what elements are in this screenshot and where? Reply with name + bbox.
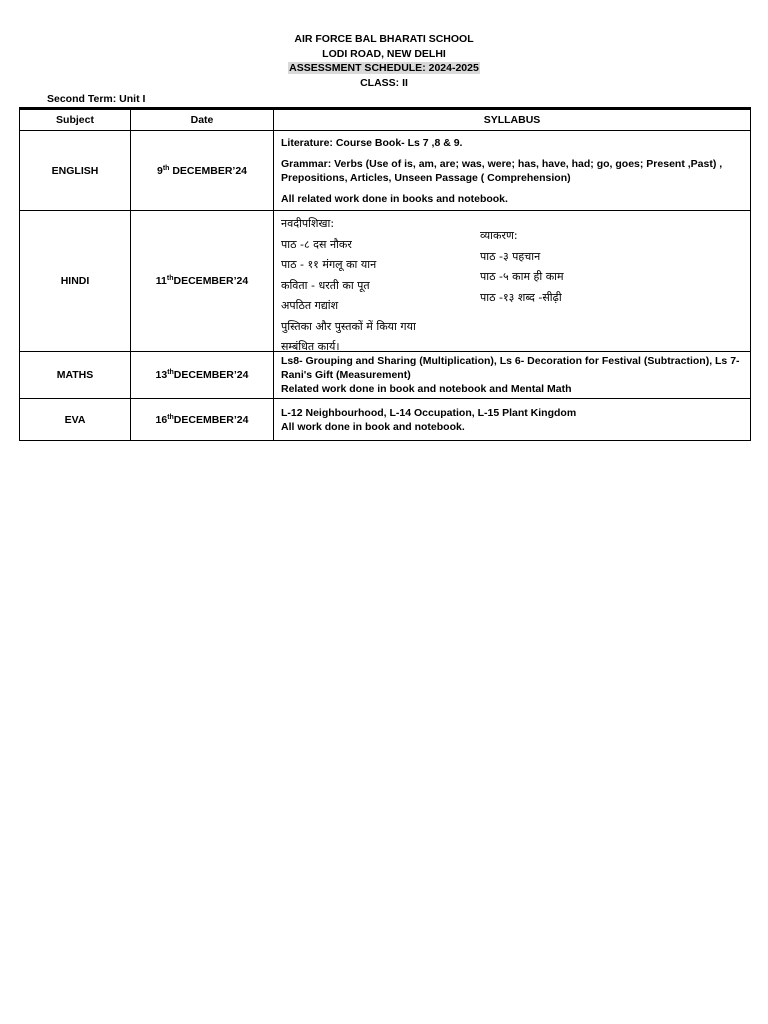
date-cell: 16thDECEMBER’24 — [131, 399, 274, 441]
subject-cell: ENGLISH — [20, 131, 131, 211]
syllabus-line: Related work done in book and notebook and Mental Math — [281, 383, 572, 395]
table-header-row — [20, 109, 751, 131]
syllabus-cell — [274, 131, 751, 211]
syllabus-cell — [274, 211, 751, 352]
list-item: पाठ -५ काम ही काम — [480, 270, 564, 283]
subject-cell: HINDI — [20, 211, 131, 352]
list-item: पाठ -३ पहचान — [480, 249, 541, 263]
header-date: Date — [131, 109, 274, 131]
table-row-english — [20, 131, 751, 211]
list-item: सम्बंधित कार्य। — [281, 340, 340, 353]
syllabus-line: All related work done in books and notebook. — [281, 192, 508, 205]
hindi-literature-list — [281, 214, 416, 358]
syllabus-cell — [274, 352, 751, 399]
header-subject: Subject — [20, 109, 131, 131]
subject-cell: MATHS — [20, 352, 131, 399]
syllabus-line: Ls8- Grouping and Sharing (Multiplication), Ls 6- Decoration for Festival (Subtraction), Ls 7- Rani's Gift (Measurement) — [281, 355, 740, 381]
table-row-maths — [20, 352, 751, 399]
list-item: अपठित गद्यांश — [281, 299, 339, 312]
list-item: व्याकरण: — [480, 229, 518, 242]
list-item: नवदीपशिखा: — [281, 217, 335, 230]
table-row-hindi — [20, 211, 751, 352]
school-address: LODI ROAD, NEW DELHI — [322, 47, 446, 60]
class-label: CLASS: II — [360, 76, 408, 89]
subject-cell: EVA — [20, 399, 131, 441]
schedule-title: ASSESSMENT SCHEDULE: 2024-2025 — [289, 62, 479, 74]
syllabus-cell — [274, 399, 751, 441]
list-item: कविता - धरती का पूत — [281, 278, 370, 292]
term-label: Second Term: Unit I — [47, 93, 146, 105]
list-item: पाठ -१३ शब्द -सीढ़ी — [480, 290, 562, 304]
date-cell: 13thDECEMBER’24 — [131, 352, 274, 399]
list-item: पाठ - ११ मंगलू का यान — [281, 258, 377, 271]
date-cell: 9th DECEMBER’24 — [131, 131, 274, 211]
list-item: पुस्तिका और पुस्तकों में किया गया — [281, 319, 416, 333]
school-name: AIR FORCE BAL BHARATI SCHOOL — [294, 33, 474, 45]
hindi-grammar-list — [480, 226, 564, 308]
date-cell: 11thDECEMBER’24 — [131, 211, 274, 352]
document-header — [0, 32, 768, 90]
schedule-table — [19, 107, 751, 441]
syllabus-line: All work done in book and notebook. — [281, 420, 465, 433]
list-item: पाठ -८ दस नौकर — [281, 237, 352, 251]
syllabus-line: L-12 Neighbourhood, L-14 Occupation, L-15 Plant Kingdom — [281, 406, 577, 419]
syllabus-line: Grammar: Verbs (Use of is, am, are; was, were; has, have, had; go, goes; Present ,Past) , Prepositions, Articles, Unseen Passage ( Comprehension) — [281, 157, 723, 184]
table-row-eva — [20, 399, 751, 441]
header-syllabus: SYLLABUS — [274, 109, 751, 131]
syllabus-line: Literature: Course Book- Ls 7 ,8 & 9. — [281, 136, 463, 149]
